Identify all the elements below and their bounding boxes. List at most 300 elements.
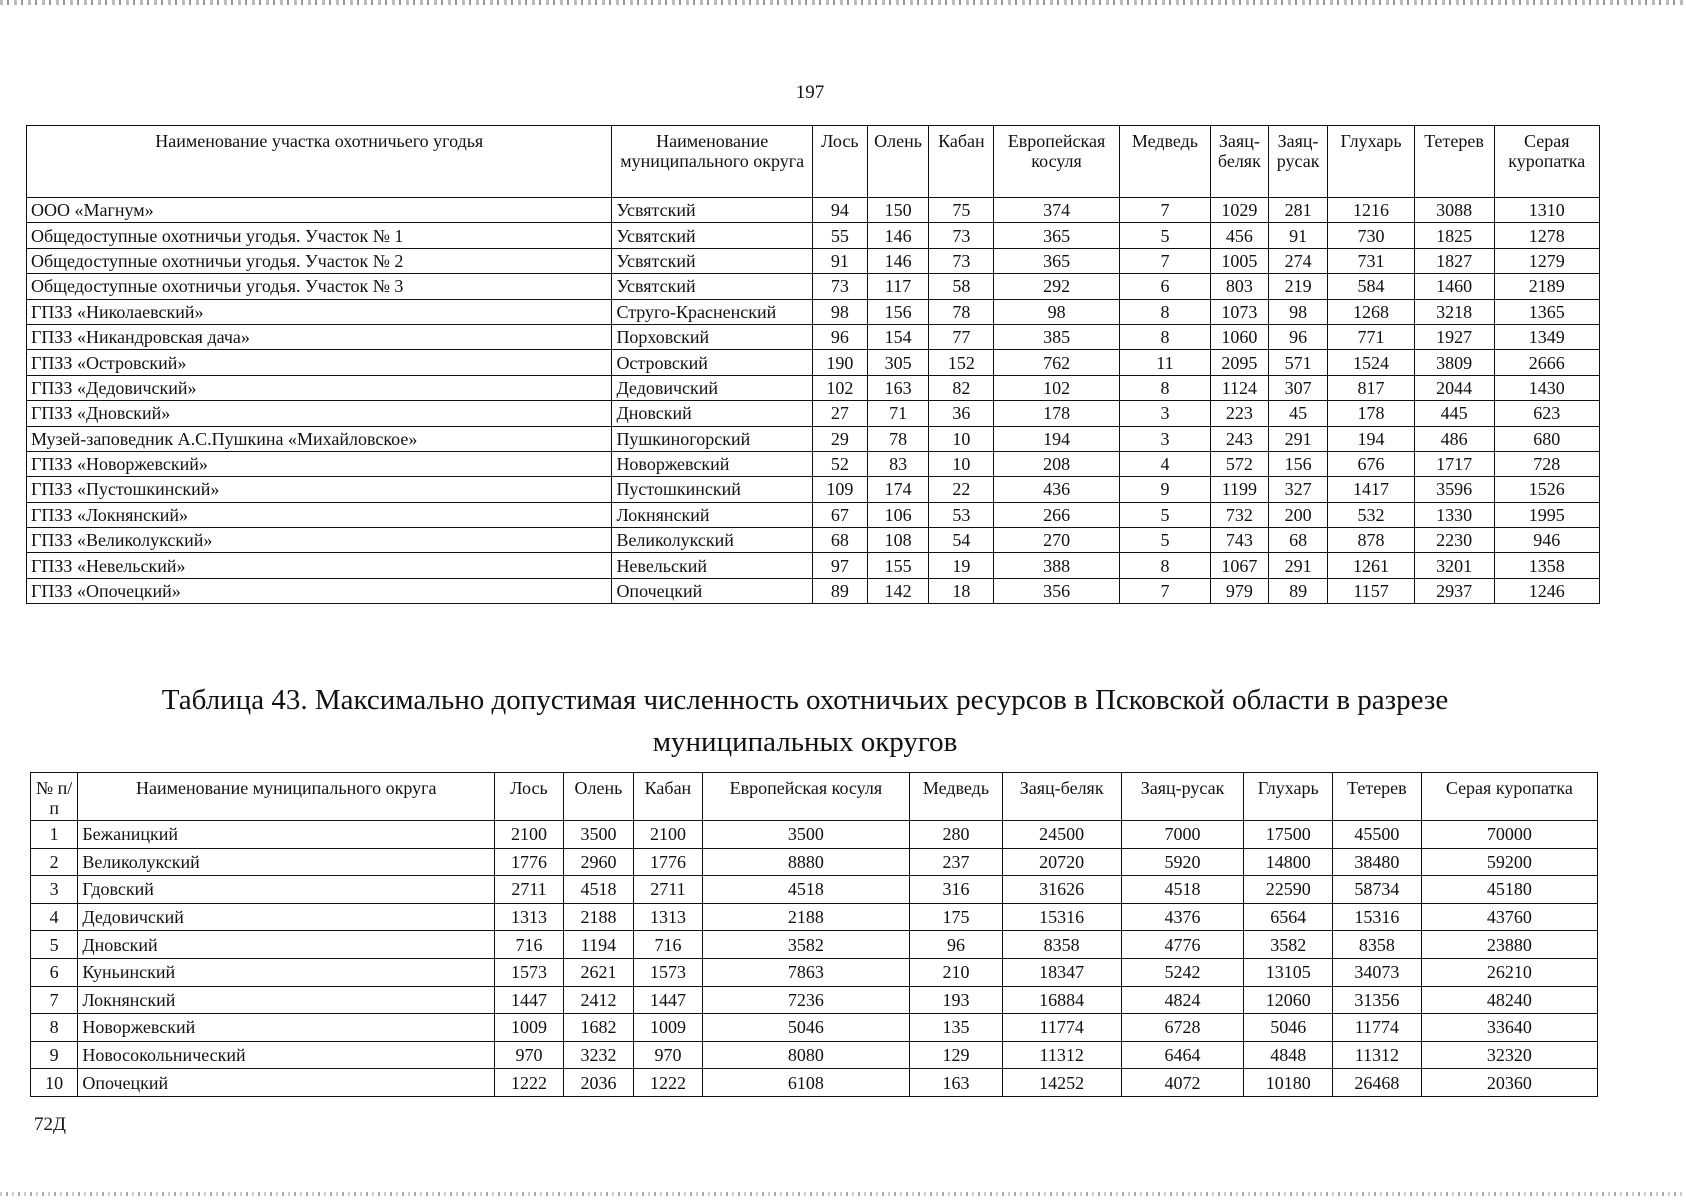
table-cell: 1430 (1494, 375, 1599, 400)
table-cell: 45180 (1421, 876, 1597, 904)
table-row (27, 401, 1600, 426)
table-cell: 208 (994, 451, 1120, 476)
column-header: Олень (563, 773, 633, 821)
table-cell: 155 (867, 553, 929, 578)
table-cell: 3 (1119, 426, 1210, 451)
table-cell: 571 (1268, 350, 1328, 375)
table-cell: 771 (1328, 324, 1414, 349)
table-cell: 365 (994, 223, 1120, 248)
hunting-grounds-table (26, 125, 1600, 604)
table-cell: 77 (929, 324, 994, 349)
column-header: Тетерев (1414, 126, 1494, 198)
table-cell: Невельский (612, 553, 813, 578)
table-cell: Дновский (78, 931, 495, 959)
table-cell: 1447 (634, 986, 702, 1014)
table-cell: 385 (994, 324, 1120, 349)
table-cell: 22590 (1244, 876, 1333, 904)
table-row (31, 821, 1598, 849)
table-cell: 436 (994, 477, 1120, 502)
table-cell: 1279 (1494, 248, 1599, 273)
column-header: Глухарь (1244, 773, 1333, 821)
table-cell: 445 (1414, 401, 1494, 426)
table-cell: 2188 (702, 903, 909, 931)
table-cell: 2 (31, 848, 78, 876)
table-row (27, 274, 1600, 299)
table-cell: 117 (867, 274, 929, 299)
table-cell: 68 (1268, 528, 1328, 553)
table-cell: 219 (1268, 274, 1328, 299)
table-cell: 7000 (1121, 821, 1244, 849)
table-cell: 292 (994, 274, 1120, 299)
table-cell: 5920 (1121, 848, 1244, 876)
table-cell: 3809 (1414, 350, 1494, 375)
table-cell: 129 (910, 1041, 1003, 1069)
table-row (27, 578, 1600, 603)
table-cell: Бежаницкий (78, 821, 495, 849)
table-cell: 58 (929, 274, 994, 299)
table-cell: 7236 (702, 986, 909, 1014)
table-cell: Общедоступные охотничьи угодья. Участок № 2 (27, 248, 612, 273)
table-cell: ГПЗЗ «Николаевский» (27, 299, 612, 324)
table-cell: 1124 (1211, 375, 1269, 400)
table-cell: 1029 (1211, 198, 1269, 223)
table-cell: 979 (1211, 578, 1269, 603)
table-cell: 3201 (1414, 553, 1494, 578)
table-cell: Островский (612, 350, 813, 375)
table-cell: ГПЗЗ «Островский» (27, 350, 612, 375)
table-cell: 98 (1268, 299, 1328, 324)
column-header: Олень (867, 126, 929, 198)
table-cell: 5 (1119, 223, 1210, 248)
table-cell: 4824 (1121, 986, 1244, 1014)
table-cell: 3 (1119, 401, 1210, 426)
table-cell: 12060 (1244, 986, 1333, 1014)
table-cell: Куньинский (78, 958, 495, 986)
table-cell: 14800 (1244, 848, 1333, 876)
table-cell: 43760 (1421, 903, 1597, 931)
table-row (27, 248, 1600, 273)
table-cell: 15316 (1333, 903, 1422, 931)
table-cell: ГПЗЗ «Новоржевский» (27, 451, 612, 476)
column-header: Заяц-русак (1268, 126, 1328, 198)
table-cell: 146 (867, 223, 929, 248)
table-cell: 572 (1211, 451, 1269, 476)
table-cell: 3218 (1414, 299, 1494, 324)
table-cell: 762 (994, 350, 1120, 375)
table-cell: 2666 (1494, 350, 1599, 375)
scan-edge-bottom (0, 1192, 1686, 1196)
table-cell: 676 (1328, 451, 1414, 476)
table-cell: Усвятский (612, 274, 813, 299)
table-cell: Опочецкий (612, 578, 813, 603)
table-row (31, 876, 1598, 904)
table-cell: 15316 (1002, 903, 1121, 931)
table-cell: 3582 (702, 931, 909, 959)
table-cell: 243 (1211, 426, 1269, 451)
table-cell: Дновский (612, 401, 813, 426)
table-cell: 108 (867, 528, 929, 553)
table-cell: 58734 (1333, 876, 1422, 904)
table-cell: 67 (812, 502, 867, 527)
table-cell: 2711 (634, 876, 702, 904)
table-cell: 29 (812, 426, 867, 451)
table-cell: 17500 (1244, 821, 1333, 849)
table-cell: Усвятский (612, 198, 813, 223)
table-cell: 1717 (1414, 451, 1494, 476)
table-cell: 71 (867, 401, 929, 426)
table-cell: 163 (867, 375, 929, 400)
table-cell: 584 (1328, 274, 1414, 299)
table-cell: 5242 (1121, 958, 1244, 986)
column-header: Лось (812, 126, 867, 198)
table-cell: 946 (1494, 528, 1599, 553)
table-cell: Локнянский (612, 502, 813, 527)
table-cell: 154 (867, 324, 929, 349)
table-cell: 163 (910, 1069, 1003, 1097)
table-cell: 2095 (1211, 350, 1269, 375)
table-cell: 156 (867, 299, 929, 324)
table-cell: ГПЗЗ «Дновский» (27, 401, 612, 426)
table-cell: 623 (1494, 401, 1599, 426)
table-cell: 73 (929, 248, 994, 273)
table-cell: 680 (1494, 426, 1599, 451)
table-cell: 1995 (1494, 502, 1599, 527)
table-cell: 1927 (1414, 324, 1494, 349)
table-cell: 26468 (1333, 1069, 1422, 1097)
table-cell: 6464 (1121, 1041, 1244, 1069)
table-cell: 18347 (1002, 958, 1121, 986)
table-cell: 5046 (702, 1014, 909, 1042)
table-cell: 68 (812, 528, 867, 553)
page-number: 197 (795, 82, 825, 103)
table-cell: 31626 (1002, 876, 1121, 904)
table-cell: 4518 (702, 876, 909, 904)
column-header: Заяц-русак (1121, 773, 1244, 821)
table-row (31, 931, 1598, 959)
table-cell: 5 (31, 931, 78, 959)
table-cell: 716 (495, 931, 563, 959)
table-cell: 11 (1119, 350, 1210, 375)
table-cell: 75 (929, 198, 994, 223)
table-cell: 2036 (563, 1069, 633, 1097)
table-cell: 878 (1328, 528, 1414, 553)
table-cell: 11774 (1002, 1014, 1121, 1042)
table-cell: Дедовичский (612, 375, 813, 400)
table-cell: ООО «Магнум» (27, 198, 612, 223)
table-cell: 193 (910, 986, 1003, 1014)
column-header: № п/п (31, 773, 78, 821)
table-cell: 8 (1119, 324, 1210, 349)
table-cell: 1194 (563, 931, 633, 959)
table-row (31, 1069, 1598, 1097)
table-cell: Пустошкинский (612, 477, 813, 502)
table-row (27, 477, 1600, 502)
table-cell: 1330 (1414, 502, 1494, 527)
table-cell: Порховский (612, 324, 813, 349)
table-cell: 7 (1119, 248, 1210, 273)
table-cell: 11774 (1333, 1014, 1422, 1042)
table-cell: 743 (1211, 528, 1269, 553)
table-cell: 48240 (1421, 986, 1597, 1014)
table-cell: 52 (812, 451, 867, 476)
table-cell: 178 (1328, 401, 1414, 426)
table-cell: Пушкиногорский (612, 426, 813, 451)
table-cell: 2188 (563, 903, 633, 931)
table-cell: 970 (634, 1041, 702, 1069)
table-cell: 731 (1328, 248, 1414, 273)
column-header: Серая куропатка (1494, 126, 1599, 198)
table-cell: 175 (910, 903, 1003, 931)
table-cell: 4072 (1121, 1069, 1244, 1097)
column-header: Кабан (634, 773, 702, 821)
table-cell: 2412 (563, 986, 633, 1014)
table-cell: 1060 (1211, 324, 1269, 349)
table-cell: 8 (1119, 553, 1210, 578)
table-cell: 365 (994, 248, 1120, 273)
table-cell: 20360 (1421, 1069, 1597, 1097)
table-cell: 54 (929, 528, 994, 553)
table-row (27, 426, 1600, 451)
table-cell: 4376 (1121, 903, 1244, 931)
table-cell: 2621 (563, 958, 633, 986)
table-cell: 291 (1268, 553, 1328, 578)
table-row (31, 958, 1598, 986)
table-cell: 91 (1268, 223, 1328, 248)
table-row (27, 528, 1600, 553)
table-cell: 730 (1328, 223, 1414, 248)
table-row (27, 375, 1600, 400)
table-cell: 135 (910, 1014, 1003, 1042)
column-header: Медведь (1119, 126, 1210, 198)
table-cell: 11312 (1333, 1041, 1422, 1069)
table-cell: 94 (812, 198, 867, 223)
table-cell: 8358 (1333, 931, 1422, 959)
table-cell: 4776 (1121, 931, 1244, 959)
table-cell: 280 (910, 821, 1003, 849)
table-cell: 1313 (495, 903, 563, 931)
table-cell: 3582 (1244, 931, 1333, 959)
table-header-row (31, 773, 1598, 821)
table-cell: ГПЗЗ «Никандровская дача» (27, 324, 612, 349)
table-cell: 1573 (495, 958, 563, 986)
table-cell: 10 (929, 426, 994, 451)
table-cell: 190 (812, 350, 867, 375)
table-cell: 1825 (1414, 223, 1494, 248)
table-cell: 4 (1119, 451, 1210, 476)
table-cell: 98 (994, 299, 1120, 324)
table-cell: 53 (929, 502, 994, 527)
table-cell: 102 (812, 375, 867, 400)
table-cell: 4 (31, 903, 78, 931)
table-cell: 24500 (1002, 821, 1121, 849)
table-cell: Великолукский (78, 848, 495, 876)
table-cell: Дедовичский (78, 903, 495, 931)
table-cell: 1067 (1211, 553, 1269, 578)
table-cell: Общедоступные охотничьи угодья. Участок № 1 (27, 223, 612, 248)
table-cell: 1524 (1328, 350, 1414, 375)
table-cell: 1009 (495, 1014, 563, 1042)
table-cell: 7 (1119, 578, 1210, 603)
table-row (31, 1041, 1598, 1069)
table-cell: 1005 (1211, 248, 1269, 273)
max-population-table (30, 772, 1598, 1097)
table-cell: 8358 (1002, 931, 1121, 959)
table-cell: 270 (994, 528, 1120, 553)
table-cell: 2960 (563, 848, 633, 876)
column-header: Серая куропатка (1421, 773, 1597, 821)
table-cell: 8880 (702, 848, 909, 876)
table-cell: 14252 (1002, 1069, 1121, 1097)
table-cell: 307 (1268, 375, 1328, 400)
scan-edge-top (0, 0, 1686, 5)
table-cell: 23880 (1421, 931, 1597, 959)
table-cell: 83 (867, 451, 929, 476)
document-code: 72Д (34, 1114, 66, 1135)
table-cell: 32320 (1421, 1041, 1597, 1069)
table-cell: 96 (1268, 324, 1328, 349)
table-cell: ГПЗЗ «Дедовичский» (27, 375, 612, 400)
table-cell: 98 (812, 299, 867, 324)
table-cell: 486 (1414, 426, 1494, 451)
table-cell: 152 (929, 350, 994, 375)
table-cell: 156 (1268, 451, 1328, 476)
table-cell: 27 (812, 401, 867, 426)
table-cell: Новосокольнический (78, 1041, 495, 1069)
table-cell: ГПЗЗ «Опочецкий» (27, 578, 612, 603)
table-cell: ГПЗЗ «Локнянский» (27, 502, 612, 527)
table-cell: 178 (994, 401, 1120, 426)
table-cell: 59200 (1421, 848, 1597, 876)
table-cell: 3088 (1414, 198, 1494, 223)
table-cell: 96 (812, 324, 867, 349)
table-row (27, 198, 1600, 223)
table-cell: 38480 (1333, 848, 1422, 876)
table-cell: 91 (812, 248, 867, 273)
table-cell: Гдовский (78, 876, 495, 904)
table-cell: 18 (929, 578, 994, 603)
table-cell: 7 (31, 986, 78, 1014)
table-cell: 1447 (495, 986, 563, 1014)
column-header: Наименование муниципального округа (612, 126, 813, 198)
table-cell: 1365 (1494, 299, 1599, 324)
table-row (27, 502, 1600, 527)
table-cell: 3596 (1414, 477, 1494, 502)
table-cell: 78 (867, 426, 929, 451)
table-cell: 200 (1268, 502, 1328, 527)
table-cell: 19 (929, 553, 994, 578)
table-cell: 1349 (1494, 324, 1599, 349)
table-cell: 194 (994, 426, 1120, 451)
table-cell: 1310 (1494, 198, 1599, 223)
table-cell: 16884 (1002, 986, 1121, 1014)
column-header: Европейская косуля (994, 126, 1120, 198)
table-row (31, 848, 1598, 876)
table-row (27, 223, 1600, 248)
table-cell: ГПЗЗ «Невельский» (27, 553, 612, 578)
table-cell: 1246 (1494, 578, 1599, 603)
table-row (31, 1014, 1598, 1042)
table-cell: 1157 (1328, 578, 1414, 603)
table-cell: 26210 (1421, 958, 1597, 986)
table-cell: 78 (929, 299, 994, 324)
table-cell: 4518 (563, 876, 633, 904)
table-cell: 456 (1211, 223, 1269, 248)
table-cell: 356 (994, 578, 1120, 603)
table-header-row (27, 126, 1600, 198)
table-cell: 11312 (1002, 1041, 1121, 1069)
column-header: Лось (495, 773, 563, 821)
column-header: Заяц-беляк (1002, 773, 1121, 821)
table-cell: 55 (812, 223, 867, 248)
table-cell: 8 (1119, 299, 1210, 324)
column-header: Заяц-беляк (1211, 126, 1269, 198)
table-cell: 1009 (634, 1014, 702, 1042)
table-cell: 5046 (1244, 1014, 1333, 1042)
table-cell: 22 (929, 477, 994, 502)
table-cell: Струго-Красненский (612, 299, 813, 324)
table-cell: 210 (910, 958, 1003, 986)
table-cell: 732 (1211, 502, 1269, 527)
table-cell: 237 (910, 848, 1003, 876)
table-cell: 1216 (1328, 198, 1414, 223)
table-cell: 7863 (702, 958, 909, 986)
table-caption: Таблица 43. Максимально допустимая численность охотничьих ресурсов в Псковской области в разрезе (161, 684, 1449, 716)
table-cell: 2189 (1494, 274, 1599, 299)
table-cell: ГПЗЗ «Великолукский» (27, 528, 612, 553)
table-cell: 1776 (495, 848, 563, 876)
table-row (27, 324, 1600, 349)
table-cell: 374 (994, 198, 1120, 223)
table-cell: 45500 (1333, 821, 1422, 849)
table-cell: 10 (929, 451, 994, 476)
table-cell: 1073 (1211, 299, 1269, 324)
table-cell: 45 (1268, 401, 1328, 426)
column-header: Кабан (929, 126, 994, 198)
table-cell: 1 (31, 821, 78, 849)
table-cell: 82 (929, 375, 994, 400)
table-cell: 817 (1328, 375, 1414, 400)
table-cell: Локнянский (78, 986, 495, 1014)
table-cell: 1313 (634, 903, 702, 931)
table-cell: 10180 (1244, 1069, 1333, 1097)
table-cell: 13105 (1244, 958, 1333, 986)
table-cell: 1268 (1328, 299, 1414, 324)
table-cell: 1460 (1414, 274, 1494, 299)
table-cell: 728 (1494, 451, 1599, 476)
table-cell: 2044 (1414, 375, 1494, 400)
table-cell: 316 (910, 876, 1003, 904)
table-cell: 31356 (1333, 986, 1422, 1014)
table-cell: 803 (1211, 274, 1269, 299)
table-cell: Музей-заповедник А.С.Пушкина «Михайловское» (27, 426, 612, 451)
table-cell: 266 (994, 502, 1120, 527)
column-header: Глухарь (1328, 126, 1414, 198)
table-cell: 194 (1328, 426, 1414, 451)
table-cell: 33640 (1421, 1014, 1597, 1042)
table-cell: 1278 (1494, 223, 1599, 248)
table-cell: 8 (1119, 375, 1210, 400)
table-cell: 97 (812, 553, 867, 578)
table-cell: 96 (910, 931, 1003, 959)
table-cell: 5 (1119, 528, 1210, 553)
table-cell: 3232 (563, 1041, 633, 1069)
table-row (27, 350, 1600, 375)
table-cell: 532 (1328, 502, 1414, 527)
table-cell: Новоржевский (78, 1014, 495, 1042)
table-cell: 4518 (1121, 876, 1244, 904)
table-cell: 10 (31, 1069, 78, 1097)
table-cell: 9 (31, 1041, 78, 1069)
